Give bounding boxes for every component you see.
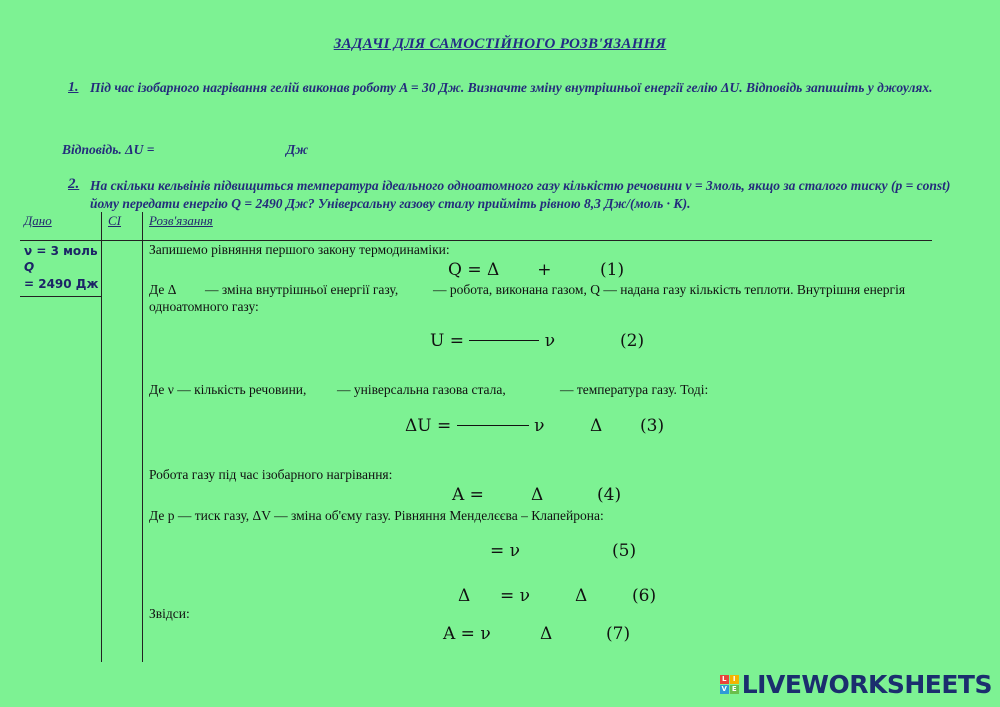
- task2-text: На скільки кельвінів підвищиться температура ідеального одноатомного газу кількістю речовини ν = 3моль, якщо за сталого тиску (p = const) йому передати енергію Q = 2490 Дж? Універсальну газову сталу прийміть рівною 8,3 Дж/(моль · К).: [90, 178, 951, 211]
- equation-4-number: (4): [597, 485, 622, 505]
- task1-answer-label: Відповідь. ΔU =: [62, 142, 155, 157]
- equation-6-delta-2: Δ: [575, 586, 588, 606]
- logo-text: LIVEWORKSHEETS: [741, 670, 992, 699]
- equation-5: = ν: [490, 541, 520, 561]
- equation-3-delta: Δ: [590, 416, 603, 436]
- solution-line-2c: — робота, виконана газом, Q — надана газу кількість теплоти. Внутрішня енергія: [433, 282, 906, 297]
- task1-answer-input[interactable]: [165, 141, 275, 159]
- header-solution: Розв'язання: [149, 213, 213, 228]
- table-column-divider-2: [142, 212, 143, 662]
- logo-blocks-icon: [720, 675, 739, 694]
- equation-5-number: (5): [612, 541, 637, 561]
- given-q-symbol: Q: [24, 260, 35, 274]
- given-q-value: = 2490 Дж: [24, 277, 99, 291]
- equation-3-number: (3): [640, 416, 665, 436]
- equation-4: A =: [452, 485, 484, 505]
- task1-text: Під час ізобарного нагрівання гелій виконав роботу A = 30 Дж. Визначте зміну внутрішньої енергії гелію ΔU. Відповідь запишіть у джоулях.: [90, 80, 933, 95]
- solution-line-6: Звідси:: [149, 606, 190, 621]
- equation-7: A = ν: [443, 624, 491, 644]
- table-column-divider-1: [101, 212, 102, 662]
- solution-line-2d: одноатомного газу:: [149, 299, 259, 314]
- solution-line-3b: — універсальна газова стала,: [337, 382, 506, 397]
- table-header-divider: [20, 240, 932, 241]
- header-given: Дано: [24, 213, 52, 228]
- page-title: ЗАДАЧІ ДЛЯ САМОСТІЙНОГО РОЗВ'ЯЗАННЯ: [333, 36, 667, 52]
- task2-number: 2.: [68, 176, 80, 192]
- logo-block-v: V: [721, 685, 727, 693]
- header-si: СІ: [108, 213, 121, 228]
- eq3-fraction-bar[interactable]: [457, 425, 529, 426]
- solution-line-4: Робота газу під час ізобарного нагрівання:: [149, 467, 393, 482]
- equation-2: U = ν: [430, 331, 556, 351]
- equation-4-delta: Δ: [531, 485, 544, 505]
- liveworksheets-logo: [720, 670, 992, 699]
- solution-line-3c: — температура газу. Тоді:: [560, 382, 709, 397]
- equation-6-mid: = ν: [500, 586, 530, 606]
- logo-block-l: L: [720, 675, 729, 684]
- given-nu: ν = 3 моль: [24, 244, 98, 258]
- equation-1-number: (1): [600, 260, 625, 280]
- equation-7-delta: Δ: [540, 624, 553, 644]
- solution-line-2a: Де Δ: [149, 282, 177, 297]
- equation-1: Q = Δ +: [448, 260, 552, 280]
- solution-line-1: Запишемо рівняння першого закону термодинаміки:: [149, 242, 450, 257]
- given-divider: [20, 296, 101, 297]
- equation-7-number: (7): [606, 624, 631, 644]
- solution-line-5: Де p — тиск газу, ΔV — зміна об'єму газу. Рівняння Менделєєва – Клапейрона:: [149, 508, 604, 523]
- equation-2-number: (2): [620, 331, 645, 351]
- task1-number: 1.: [68, 80, 79, 95]
- solution-line-2b: — зміна внутрішньої енергії газу,: [205, 282, 399, 297]
- solution-line-3a: Де ν — кількість речовини,: [149, 382, 307, 397]
- equation-3: ΔU = ν: [405, 416, 545, 436]
- logo-block-e: E: [730, 685, 739, 694]
- equation-6-number: (6): [632, 586, 657, 606]
- equation-6-delta-1: Δ: [458, 586, 471, 606]
- task1-answer-unit: Дж: [286, 142, 309, 157]
- eq2-fraction-bar[interactable]: [469, 340, 539, 341]
- logo-block-i: I: [730, 675, 739, 684]
